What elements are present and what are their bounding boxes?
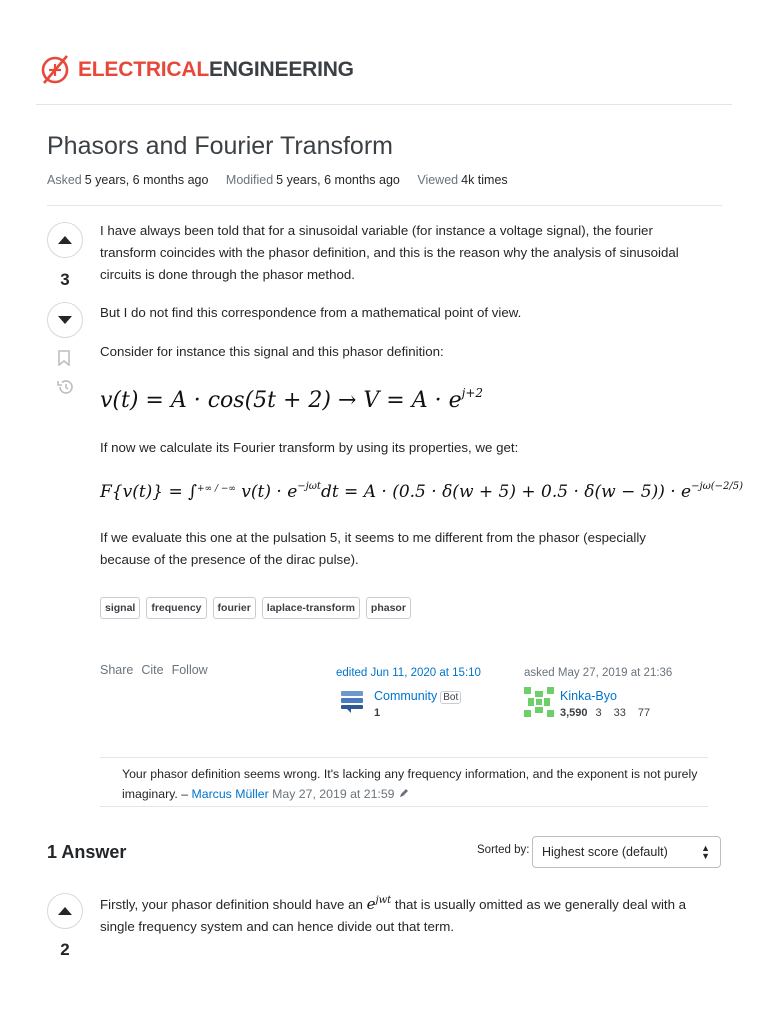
share-link[interactable]: Share: [100, 663, 134, 677]
sort-label: Sorted by:: [477, 844, 530, 856]
tag-phasor[interactable]: phasor: [366, 597, 411, 619]
comment-divider: [100, 806, 708, 807]
answer-score: 2: [60, 940, 70, 959]
select-arrows-icon: ▲ ▼: [701, 843, 710, 861]
post-menu: [100, 663, 208, 677]
logo-text: ELECTRICALENGINEERING: [78, 58, 354, 81]
answers-heading: 1 Answer: [47, 842, 127, 862]
header-divider: [36, 104, 732, 105]
question-paragraph: Consider for instance this signal and this phasor definition:: [100, 344, 444, 359]
meta-divider: [47, 205, 722, 206]
pencil-icon[interactable]: [398, 787, 410, 799]
bronze-badge-count: 77: [637, 707, 651, 719]
question-score: 3: [60, 270, 70, 289]
question-paragraph: But I do not find this correspondence from a mathematical point of view.: [100, 305, 522, 320]
site-header: [0, 0, 768, 105]
asked-date: asked May 27, 2019 at 21:36: [524, 667, 673, 679]
edited-link[interactable]: edited Jun 11, 2020 at 15:10: [336, 667, 481, 679]
editor-card: [340, 687, 461, 719]
asker-avatar[interactable]: [524, 687, 554, 717]
upvote-button[interactable]: [47, 222, 83, 258]
tag-laplace-transform[interactable]: laplace-transform: [262, 597, 360, 619]
answer-math: $e^{jwt}$: [366, 895, 392, 913]
asker-reputation: 3,590 3 33 77: [560, 707, 651, 719]
gold-badge-count: 3: [595, 707, 602, 719]
arrow-up-icon: [58, 907, 72, 915]
arrow-down-icon: [58, 316, 72, 324]
answer-upvote-button[interactable]: [47, 893, 83, 929]
follow-link[interactable]: Follow: [171, 663, 208, 677]
bot-badge: Bot: [440, 691, 461, 704]
arrow-up-icon: [58, 236, 72, 244]
sort-select[interactable]: Highest score (default) ▲ ▼: [532, 836, 721, 868]
tag-fourier[interactable]: fourier: [213, 597, 256, 619]
tag-list: [100, 597, 411, 619]
question-paragraph: If now we calculate its Fourier transform by using its properties, we get:: [100, 440, 519, 455]
question-paragraph: If we evaluate this one at the pulsation 5, it seems to me different from the phasor (especially because of the presence of the dirac pulse).: [100, 530, 646, 567]
history-icon[interactable]: [56, 379, 74, 398]
cite-link[interactable]: Cite: [141, 663, 164, 677]
comment-date[interactable]: May 27, 2019 at 21:59: [272, 787, 395, 801]
answer-paragraph: Firstly, your phasor definition should have an $e^{jwt}$ that is usually omitted as we generally deal with a single frequency system and can hence divide out that term.: [100, 895, 687, 934]
community-avatar[interactable]: [340, 689, 364, 713]
comment: Your phasor definition seems wrong. It's lacking any frequency information, and the exponent is not purely imaginary. – Marcus Müller May 27, 2019 at 21:59: [122, 767, 698, 801]
tag-signal[interactable]: signal: [100, 597, 140, 619]
downvote-button[interactable]: [47, 302, 83, 338]
silver-badge-count: 33: [613, 707, 626, 719]
logo-icon: [40, 50, 74, 90]
question-meta: Asked 5 years, 6 months ago Modified 5 years, 6 months ago Viewed 4k times: [47, 173, 508, 187]
question-title[interactable]: Phasors and Fourier Transform: [47, 132, 393, 160]
site-logo[interactable]: [40, 50, 354, 90]
equation-phasor: $v(t) = A \cdot \cos(5t + 2) \to V = A \cdot e^{j+2}$: [100, 386, 484, 413]
asker-card: [524, 687, 662, 719]
editor-reputation: 1: [374, 707, 381, 719]
asker-username[interactable]: Kinka-Byo: [560, 689, 617, 703]
comment-username[interactable]: Marcus Müller: [191, 787, 269, 801]
question-paragraph: I have always been told that for a sinusoidal variable (for instance a voltage signal), the fourier transform coincides with the phasor definition, and this is the reason why the analysis of sinusoidal circuits is done through the phasor method.: [100, 223, 679, 282]
comment-divider: [100, 757, 708, 758]
bookmark-icon[interactable]: [58, 350, 70, 369]
editor-username[interactable]: Community: [374, 689, 438, 703]
equation-fourier: F{v(t)} = ∫+∞ / −∞ $v(t) \cdot e^{-j\omega t}dt = A \cdot (0.5 \cdot \delta(w + 5) + 0.5 \cdot \delta(w - 5)) \cdot e^{-j\omega(-2/5)}$: [100, 481, 744, 502]
tag-frequency[interactable]: frequency: [146, 597, 206, 619]
